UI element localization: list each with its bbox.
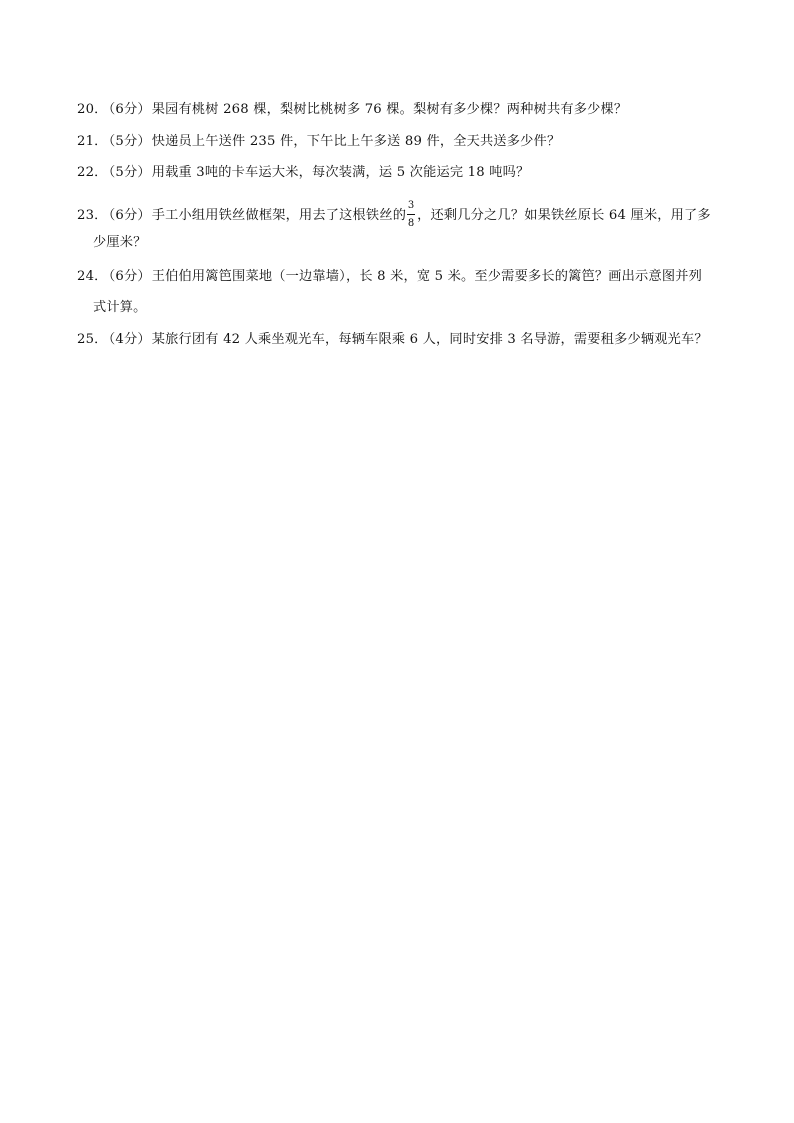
question-20-line-1 bbox=[77, 101, 727, 118]
question-23 bbox=[77, 200, 727, 229]
question-23-continued bbox=[77, 234, 727, 251]
question-24-continued bbox=[77, 299, 727, 316]
question-22-line-1 bbox=[77, 164, 727, 181]
question-number: 25． bbox=[77, 332, 108, 347]
question-score: （4分） bbox=[108, 332, 151, 347]
question-24-line-2 bbox=[77, 299, 727, 316]
question-21-line-1 bbox=[77, 133, 727, 150]
fraction-denominator: 8 bbox=[407, 218, 415, 229]
question-text: 用载重 3吨的卡车运大米，每次装满，运 5 次能运完 18 吨吗？ bbox=[151, 165, 530, 180]
question-text: 王伯伯用篱笆围菜地（一边靠墙），长 8 米，宽 5 米。至少需要多长的篱笆？画出示意图并列 bbox=[151, 269, 702, 284]
question-number: 20． bbox=[77, 102, 108, 117]
question-24-line-1 bbox=[77, 268, 727, 285]
question-23-line-1 bbox=[77, 200, 727, 229]
question-score: （6分） bbox=[108, 208, 151, 223]
question-number: 24． bbox=[77, 269, 108, 284]
question-continuation: 少厘米？ bbox=[93, 235, 147, 250]
question-text: 果园有桃树 268 棵，梨树比桃树多 76 棵。梨树有多少棵？两种树共有多少棵？ bbox=[151, 102, 628, 117]
question-score: （5分） bbox=[108, 134, 151, 149]
fraction-numerator: 3 bbox=[407, 200, 415, 211]
question-25-line-1 bbox=[77, 331, 727, 348]
fraction-bar bbox=[407, 214, 415, 215]
question-24 bbox=[77, 268, 727, 285]
question-text-before-fraction: 手工小组用铁丝做框架，用去了这根铁丝的 bbox=[151, 208, 407, 223]
question-score: （5分） bbox=[108, 165, 151, 180]
question-number: 23． bbox=[77, 208, 108, 223]
question-20 bbox=[77, 101, 727, 118]
question-score: （6分） bbox=[108, 269, 151, 284]
question-number: 22． bbox=[77, 165, 108, 180]
question-text-after-fraction: ，还剩几分之几？如果铁丝原长 64 厘米，用了多 bbox=[417, 208, 711, 223]
question-continuation: 式计算。 bbox=[93, 300, 147, 315]
fraction-three-eighths bbox=[407, 201, 415, 229]
question-22 bbox=[77, 164, 727, 181]
question-21 bbox=[77, 133, 727, 150]
question-23-line-2 bbox=[77, 234, 727, 251]
question-text: 快递员上午送件 235 件，下午比上午多送 89 件，全天共送多少件？ bbox=[151, 134, 561, 149]
question-text: 某旅行团有 42 人乘坐观光车，每辆车限乘 6 人，同时安排 3 名导游，需要租多少辆观光车？ bbox=[151, 332, 708, 347]
question-25 bbox=[77, 331, 727, 348]
question-number: 21． bbox=[77, 134, 108, 149]
question-score: （6分） bbox=[108, 102, 151, 117]
